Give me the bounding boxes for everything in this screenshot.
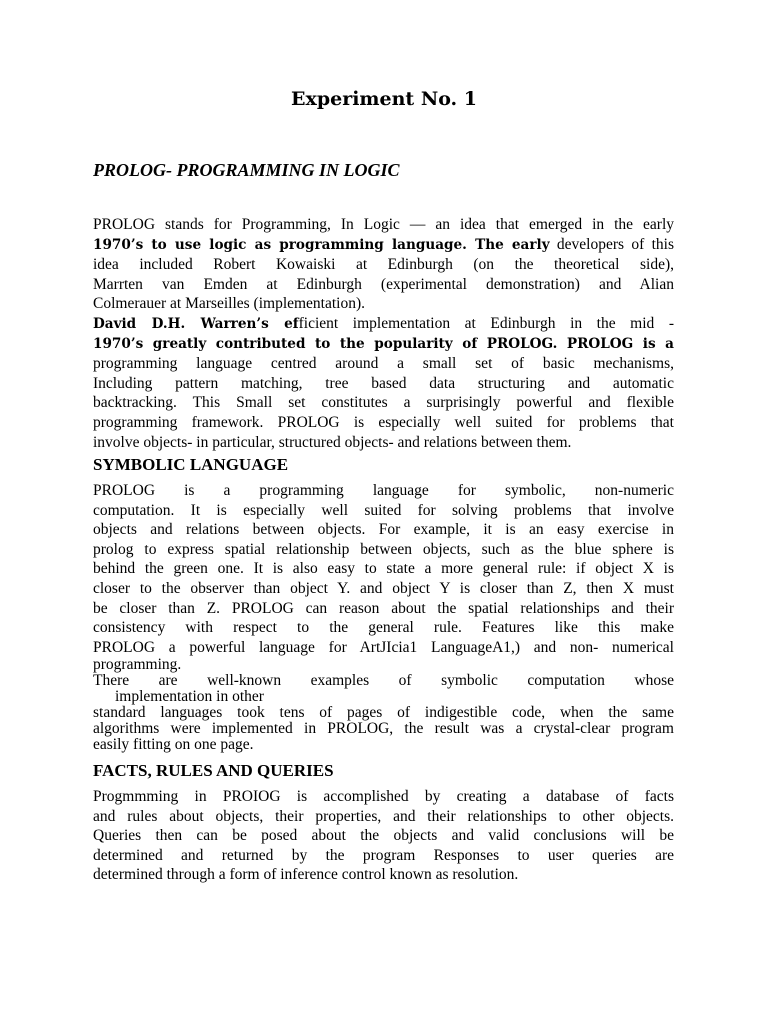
section-heading-symbolic: SYMBOLIC LANGUAGE [93, 455, 289, 474]
symbolic-line: There are well-known examples of symbolic computation whose [93, 672, 674, 690]
symbolic-line: closer to the observer than object Y. and object Y is closer than Z, then X must [93, 579, 674, 597]
symbolic-line: algorithms were implemented in PROLOG, the result was a crystal-clear program [93, 720, 674, 738]
facts-line: determined and returned by the program Responses to user queries are [93, 846, 674, 864]
intro-line: Including pattern matching, tree based data structuring and automatic [93, 374, 674, 392]
intro-line: backtracking. This Small set constitutes a surprisingly powerful and flexible [93, 394, 674, 412]
facts-line: determined through a form of inference control known as resolution. [93, 866, 519, 884]
intro-line: idea included Robert Kowaiski at Edinburgh (on the theoretical side), [93, 256, 674, 274]
intro-line: programming framework. PROLOG is especially well suited for problems that [93, 413, 674, 431]
symbolic-line: implementation in other [115, 688, 264, 706]
symbolic-line: computation. It is especially well suited for solving problems that involve [93, 501, 674, 519]
section-heading-facts: FACTS, RULES AND QUERIES [93, 761, 334, 780]
symbolic-paragraph [93, 481, 674, 753]
facts-line: Progmmming in PROIOG is accomplished by creating a database of facts [93, 788, 674, 805]
intro-line: Colmerauer at Marseilles (implementation). [93, 295, 366, 313]
symbolic-line: standard languages took tens of pages of indigestible code, when the same [93, 704, 674, 722]
intro-paragraph [93, 215, 674, 452]
symbolic-line: easily fitting on one page. [93, 736, 254, 754]
intro-text: developers of this [556, 235, 675, 253]
symbolic-line: PROLOG is a programming language for symbolic, non-numeric [93, 482, 674, 499]
intro-line: involve objects- in particular, structured objects- and relations between them. [93, 433, 572, 451]
symbolic-line: consistency with respect to the general rule. Features like this make [93, 619, 674, 637]
intro-line: programming language centred around a small set of basic mechanisms, [93, 355, 674, 373]
intro-line: Marrten van Emden at Edinburgh (experimental demonstration) and Alian [93, 275, 674, 293]
symbolic-line: PROLOG a powerful language for ArtJIcia1 LanguageA1,) and non- numerical [93, 638, 674, 656]
intro-line [93, 314, 674, 335]
document-subtitle: PROLOG- PROGRAMMING IN LOGIC [93, 160, 400, 180]
symbolic-line: objects and relations between objects. For example, it is an easy exercise in [93, 521, 674, 539]
symbolic-line: programming. [93, 656, 182, 674]
intro-line [93, 235, 674, 256]
facts-line: and rules about objects, their properties, and their relationships to other objects. [93, 807, 674, 825]
intro-text: ficient implementation at Edinburgh in the mid - [298, 314, 674, 332]
intro-bold-text: David D.H. Warren’s ef [93, 315, 299, 332]
symbolic-line: be closer than Z. PROLOG can reason about the spatial relationships and their [93, 599, 674, 617]
facts-paragraph [93, 787, 674, 885]
symbolic-line: prolog to express spatial relationship between objects, such as the blue sphere is [93, 540, 674, 558]
page-title: Experiment No. 1 [291, 88, 477, 110]
intro-line: PROLOG stands for Programming, In Logic — an idea that emerged in the early [93, 216, 674, 233]
facts-line: Queries then can be posed about the objects and valid conclusions will be [93, 827, 674, 845]
intro-bold-text: 1970’s to use logic as programming language. The early [93, 236, 550, 253]
intro-line: 1970’s greatly contributed to the popularity of PROLOG. PROLOG is a [93, 335, 674, 352]
symbolic-line: behind the green one. It is also easy to state a more general rule: if object X is [93, 560, 674, 578]
